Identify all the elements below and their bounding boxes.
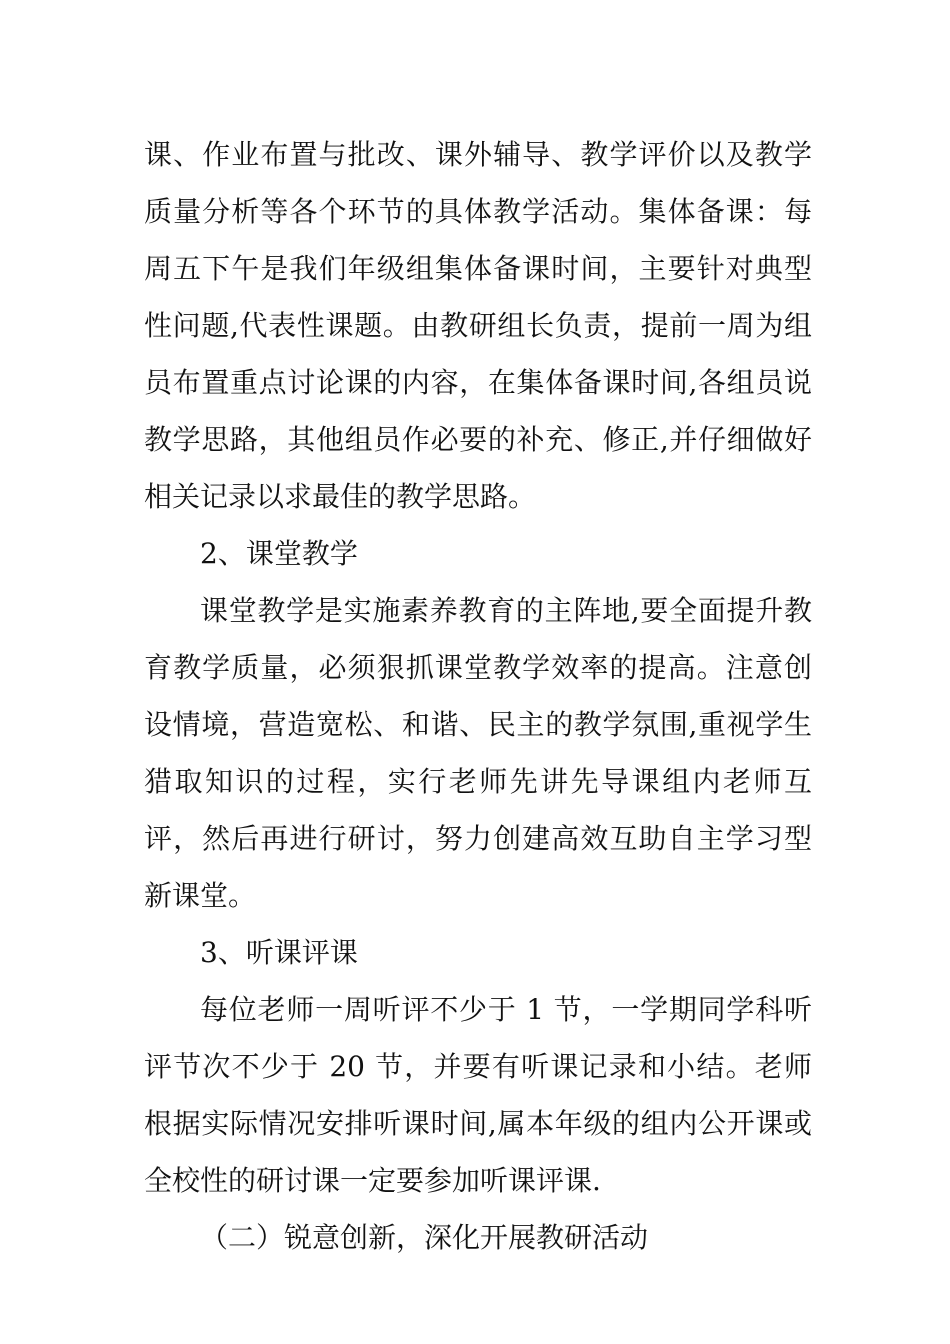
heading-section-innovation: （二）锐意创新，深化开展教研活动 [200, 1221, 649, 1254]
heading-classroom-teaching: 2、课堂教学 [200, 537, 358, 570]
paragraph-classroom-teaching: 课堂教学是实施素养教育的主阵地,要全面提升教育教学质量，必须狠抓课堂教学效率的提高。注意创设情境，营造宽松、和谐、民主的教学氛围,重视学生猎取知识的过程，实行老师先讲先导课组内老师互评，然后再进行研讨，努力创建高效互助自主学习型新课堂。 [144, 594, 812, 912]
heading-lesson-observation: 3、听课评课 [200, 936, 358, 969]
paragraph-continuation: 课、作业布置与批改、课外辅导、教学评价以及教学质量分析等各个环节的具体教学活动。集体备课：每周五下午是我们年级组集体备课时间，主要针对典型性问题,代表性课题。由教研组长负责，提前一周为组员布置重点讨论课的内容，在集体备课时间,各组员说教学思路，其他组员作必要的补充、修正,并仔细做好相关记录以求最佳的教学思路。 [144, 138, 812, 513]
paragraph-lesson-observation: 每位老师一周听评不少于 1 节，一学期同学科听评节次不少于 20 节，并要有听课记录和小结。老师根据实际情况安排听课时间,属本年级的组内公开课或全校性的研讨课一定要参加听课评课. [144, 993, 812, 1197]
document-body [144, 126, 812, 1266]
